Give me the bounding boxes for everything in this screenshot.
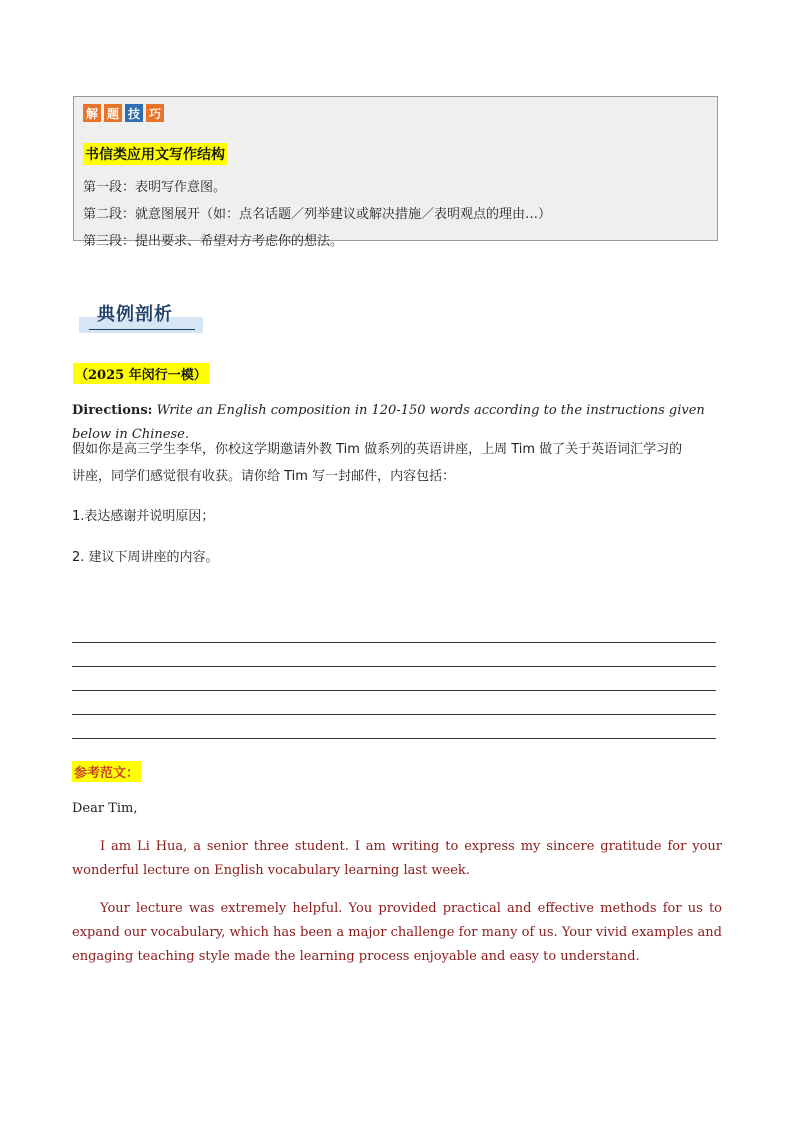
tips-tag: 题 (104, 104, 122, 122)
answer-line (72, 738, 716, 739)
tips-tag-row (83, 104, 164, 122)
section-banner (79, 300, 203, 334)
prompt-point: 1.表达感谢并说明原因； (72, 509, 215, 524)
tips-box (73, 96, 718, 249)
essay-paragraph: I am Li Hua, a senior three student. I am writing to express my sincere gratitude for your wonderful lecture on English vocabulary learning last week. (72, 839, 722, 878)
essay-greeting: Dear Tim, (72, 801, 138, 816)
reference-label: 参考范文： (72, 761, 141, 782)
tips-line: 第二段：就意图展开（如：点名话题／列举建议或解决措施／表明观点的理由…） (83, 207, 552, 222)
essay-paragraph: Your lecture was extremely helpful. You provided practical and effective methods for us to expand our vocabulary, which has been a major challenge for many of us. Your vivid examples and engaging teaching style made the learning process enjoyable and easy to understand. (72, 901, 722, 964)
tips-line: 第三段：提出要求、希望对方考虑你的想法。 (83, 234, 344, 249)
prompt-line: 假如你是高三学生李华，你校这学期邀请外教 Tim 做系列的英语讲座，上周 Tim 做了关于英语词汇学习的 (72, 442, 683, 457)
answer-line (72, 714, 716, 715)
prompt-line: 讲座，同学们感觉很有收获。请你给 Tim 写一封邮件，内容包括： (72, 469, 456, 484)
directions-label: Directions: (72, 403, 153, 418)
prompt-point: 2. 建议下周讲座的内容。 (72, 550, 219, 565)
tips-tag: 解 (83, 104, 101, 122)
tips-tag: 技 (125, 104, 143, 122)
tips-tag: 巧 (146, 104, 164, 122)
answer-line (72, 666, 716, 667)
answer-line (72, 690, 716, 691)
tips-line: 第一段：表明写作意图。 (83, 180, 227, 195)
directions-body: Write an English composition in 120-150 words according to the instructions given below in Chinese. (72, 403, 705, 442)
section-title: 典例剖析 (97, 304, 173, 325)
tips-title: 书信类应用文写作结构 (83, 143, 227, 165)
answer-line (72, 642, 716, 643)
source-tag: （2025 年闵行一模） (73, 363, 209, 384)
